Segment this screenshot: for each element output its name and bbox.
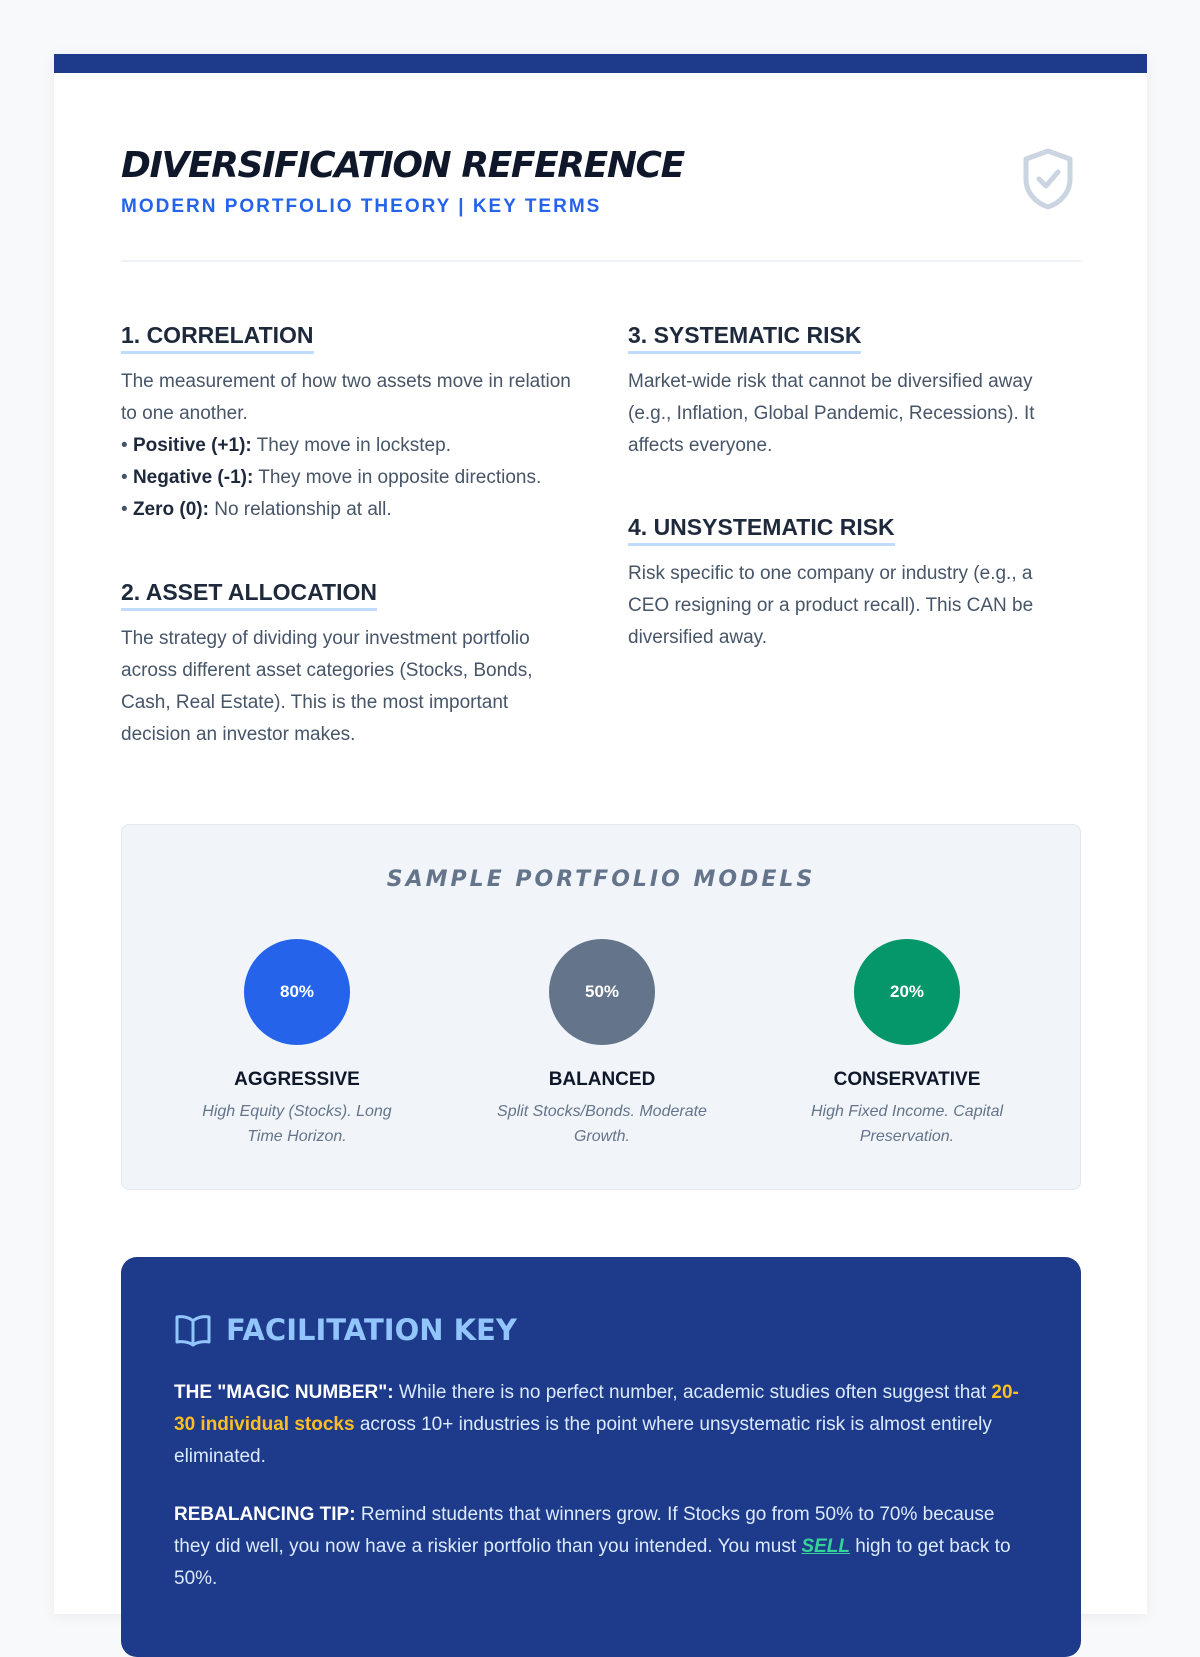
section-body: The strategy of dividing your investment portfolio across different asset categories (Stocks, Bonds, Cash, Real Estate). This is the most important decision an investor makes. [121, 628, 533, 745]
section-body [121, 366, 571, 526]
page-subtitle: MODERN PORTFOLIO THEORY | KEY TERMS [121, 196, 602, 217]
section-body: Market-wide risk that cannot be diversified away (e.g., Inflation, Global Pandemic, Recessions). It affects everyone. [628, 371, 1035, 456]
section-unsystematic-risk [628, 514, 1078, 654]
top-accent-bar [54, 54, 1147, 73]
equity-percentage-circle: 50% [549, 939, 655, 1045]
header-divider [121, 260, 1081, 262]
facilitation-title: FACILITATION KEY [226, 1313, 517, 1347]
section-systematic-risk [628, 322, 1078, 462]
equity-percentage-circle: 80% [244, 939, 350, 1045]
rebalancing-text-end: high to get back to 50%. [174, 1536, 1011, 1589]
section-heading: 3. SYSTEMATIC RISK [628, 322, 861, 354]
rebalancing-paragraph [174, 1499, 1034, 1595]
model-description: High Equity (Stocks). Long Time Horizon. [202, 1103, 392, 1145]
rebalancing-text: Remind students that winners grow. If Stocks go from 50% to 70% because they did well, you now have a riskier portfolio than you intended. You must [174, 1504, 995, 1557]
section-heading: 4. UNSYSTEMATIC RISK [628, 514, 895, 546]
bullet-item: • Positive (+1): They move in lockstep. [121, 435, 451, 456]
page-title: DIVERSIFICATION REFERENCE [121, 145, 684, 186]
sell-emphasis: SELL [801, 1536, 850, 1557]
magic-number-text-end: across 10+ industries is the point where unsystematic risk is almost entirely eliminated. [174, 1414, 992, 1467]
bullet-item: • Zero (0): No relationship at all. [121, 499, 392, 520]
bullet-term: Negative (-1): [132, 467, 254, 488]
section-heading: 1. CORRELATION [121, 322, 314, 354]
model-conservative [777, 939, 1037, 1149]
bullet-term: Positive (+1): [132, 435, 252, 456]
open-book-icon [174, 1313, 212, 1347]
bullet-text: No relationship at all. [208, 499, 392, 520]
model-name: AGGRESSIVE [234, 1069, 360, 1090]
magic-number-label: THE "MAGIC NUMBER": [174, 1382, 394, 1403]
shield-check-icon [1020, 147, 1076, 211]
model-name: CONSERVATIVE [833, 1069, 981, 1090]
facilitation-header [174, 1313, 517, 1347]
magic-number-highlight: 20-30 individual stocks [174, 1382, 1019, 1435]
equity-percentage-circle: 20% [854, 939, 960, 1045]
reference-sheet [54, 54, 1147, 1614]
rebalancing-label: REBALANCING TIP: [174, 1504, 356, 1525]
model-name: BALANCED [548, 1069, 656, 1090]
model-balanced [472, 939, 732, 1149]
bullet-item: • Negative (-1): They move in opposite directions. [121, 467, 542, 488]
model-description: High Fixed Income. Capital Preservation. [810, 1103, 1004, 1145]
magic-number-text: While there is no perfect number, academic studies often suggest that [393, 1382, 992, 1403]
section-body: Risk specific to one company or industry (e.g., a CEO resigning or a product recall). This CAN be diversified away. [628, 563, 1034, 648]
bullet-text: They move in lockstep. [251, 435, 451, 456]
facilitation-key-panel [121, 1257, 1081, 1657]
bullet-text: They move in opposite directions. [253, 467, 542, 488]
correlation-intro: The measurement of how two assets move in relation to one another. [121, 371, 571, 424]
models-title: SAMPLE PORTFOLIO MODELS [386, 867, 816, 892]
section-heading: 2. ASSET ALLOCATION [121, 579, 377, 611]
magic-number-paragraph [174, 1377, 1034, 1473]
section-asset-allocation [121, 579, 571, 751]
model-description: Split Stocks/Bonds. Moderate Growth. [497, 1103, 707, 1145]
model-aggressive [167, 939, 427, 1149]
portfolio-models-panel [121, 824, 1081, 1190]
section-correlation [121, 322, 571, 526]
bullet-term: Zero (0): [132, 499, 209, 520]
